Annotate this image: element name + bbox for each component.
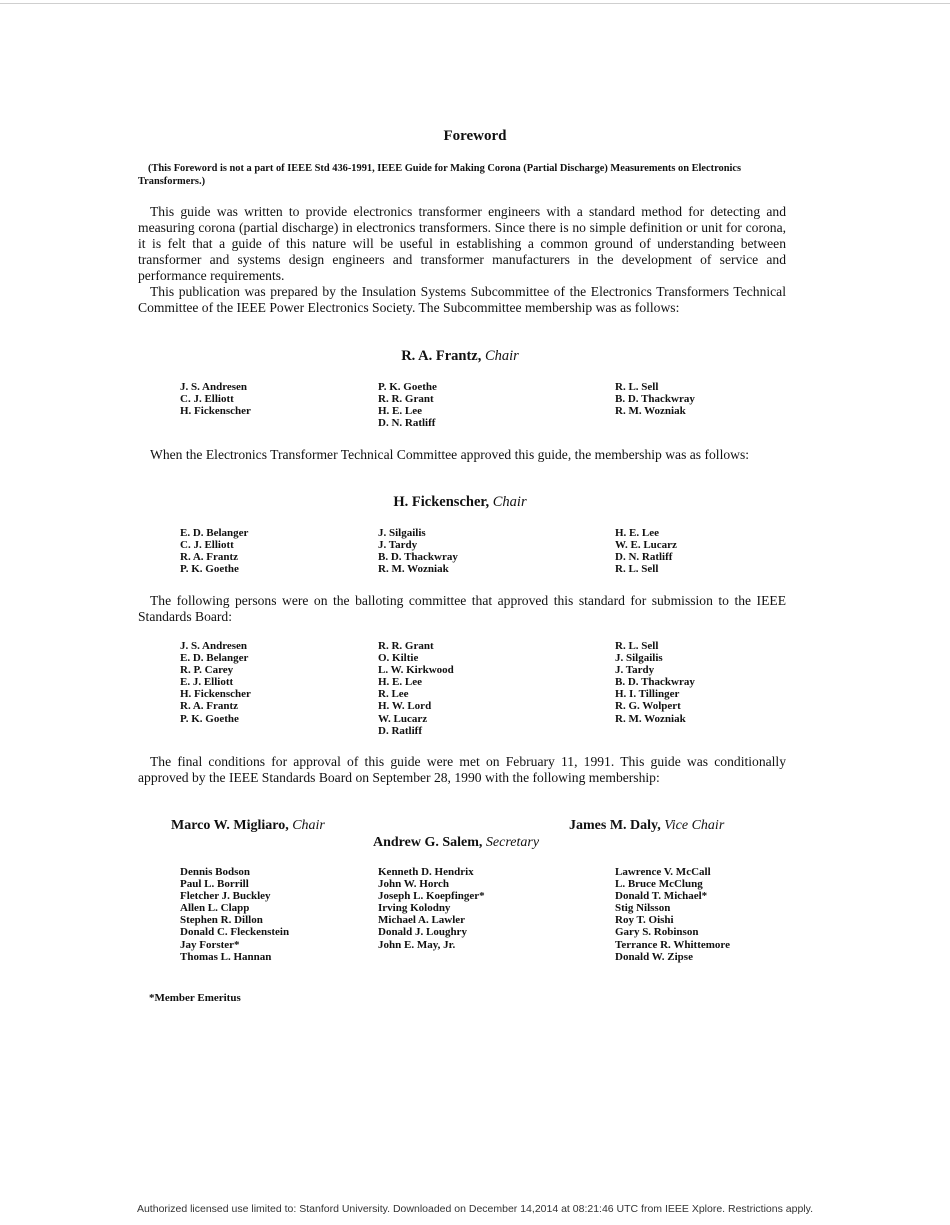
member-name: D. Ratliff bbox=[378, 724, 422, 737]
member-name: R. R. Grant bbox=[378, 393, 434, 406]
subcommittee-chair-role: Chair bbox=[484, 348, 519, 364]
paragraph-standards-board: The final conditions for approval of this guide were met on February 11, 1991. This guide was conditionally approved by the IEEE Standards Board on September 28, 1990 with the following membership: bbox=[138, 754, 786, 785]
board-vice-chair-role: Vice Chair bbox=[664, 818, 725, 833]
balloting-column-3 bbox=[615, 640, 695, 725]
member-name: R. Lee bbox=[378, 688, 409, 701]
board-vice-chair-name: James M. Daly, bbox=[569, 818, 661, 833]
board-chair bbox=[171, 818, 325, 834]
member-name: John W. Horch bbox=[378, 878, 450, 891]
subcommittee-column-3 bbox=[615, 381, 695, 417]
member-name: B. D. Thackwray bbox=[615, 393, 695, 406]
member-name: R. M. Wozniak bbox=[378, 563, 449, 576]
board-secretary-name: Andrew G. Salem, bbox=[373, 835, 483, 850]
member-name: R. L. Sell bbox=[615, 381, 659, 393]
paragraph-subcommittee: This publication was prepared by the Insulation Systems Subcommittee of the Electronics Transformers Technical Committee of the IEEE Power Electronics Society. The Subcommittee membership was as follows: bbox=[138, 284, 786, 315]
member-name: R. R. Grant bbox=[378, 640, 434, 652]
member-name: Dennis Bodson bbox=[180, 866, 251, 878]
member-name: B. D. Thackwray bbox=[615, 676, 695, 689]
balloting-column-2 bbox=[378, 640, 454, 737]
member-name: R. A. Frantz bbox=[180, 700, 239, 713]
member-name: C. J. Elliott bbox=[180, 393, 234, 406]
member-name: R. L. Sell bbox=[615, 640, 659, 652]
member-name: R. L. Sell bbox=[615, 563, 659, 576]
member-name: Terrance R. Whittemore bbox=[615, 938, 730, 951]
board-secretary bbox=[373, 835, 539, 851]
committee-chair bbox=[0, 494, 920, 511]
member-name: Stephen R. Dillon bbox=[180, 914, 263, 927]
member-name: Michael A. Lawler bbox=[378, 914, 466, 927]
member-name: H. E. Lee bbox=[378, 676, 422, 689]
committee-chair-role: Chair bbox=[492, 494, 527, 510]
board-chair-role: Chair bbox=[292, 818, 325, 833]
subcommittee-column-2 bbox=[378, 381, 437, 429]
member-name: H. W. Lord bbox=[378, 700, 432, 713]
member-name: Jay Forster* bbox=[180, 938, 240, 951]
subcommittee-chair bbox=[0, 348, 920, 365]
member-name: Donald T. Michael* bbox=[615, 890, 708, 903]
board-vice-chair bbox=[569, 818, 724, 834]
member-name: H. E. Lee bbox=[615, 527, 659, 539]
member-name: J. S. Andresen bbox=[180, 640, 248, 652]
member-name: B. D. Thackwray bbox=[378, 551, 458, 564]
member-name: Thomas L. Hannan bbox=[180, 950, 272, 963]
member-name: R. G. Wolpert bbox=[615, 700, 681, 713]
member-name: H. Fickenscher bbox=[180, 405, 251, 418]
board-column-1 bbox=[180, 866, 289, 963]
member-name: Fletcher J. Buckley bbox=[180, 890, 271, 903]
member-name: R. M. Wozniak bbox=[615, 712, 686, 725]
member-name: J. Tardy bbox=[378, 539, 418, 552]
paragraph-committee: When the Electronics Transformer Technical Committee approved this guide, the membership was as follows: bbox=[150, 447, 750, 462]
board-secretary-role: Secretary bbox=[485, 835, 540, 850]
member-name: H. I. Tillinger bbox=[615, 688, 680, 701]
member-name: P. K. Goethe bbox=[378, 381, 437, 393]
member-name: W. E. Lucarz bbox=[615, 539, 677, 552]
board-column-2 bbox=[378, 866, 485, 951]
committee-column-3 bbox=[615, 527, 677, 575]
member-name: John E. May, Jr. bbox=[378, 938, 456, 951]
member-name: Stig Nilsson bbox=[615, 902, 671, 915]
member-name: H. Fickenscher bbox=[180, 688, 251, 701]
member-name: P. K. Goethe bbox=[180, 712, 239, 725]
member-name: R. M. Wozniak bbox=[615, 405, 686, 418]
member-name: W. Lucarz bbox=[378, 712, 428, 725]
committee-chair-name: H. Fickenscher, bbox=[393, 494, 490, 510]
member-name: R. P. Carey bbox=[180, 664, 234, 677]
member-name: E. J. Elliott bbox=[180, 676, 234, 689]
member-name: E. D. Belanger bbox=[180, 527, 249, 539]
member-name: J. Silgailis bbox=[378, 527, 426, 539]
page-title: Foreword bbox=[443, 128, 507, 144]
member-name: R. A. Frantz bbox=[180, 551, 239, 564]
member-name: D. N. Ratliff bbox=[378, 417, 436, 430]
member-name: Gary S. Robinson bbox=[615, 926, 699, 939]
committee-column-1 bbox=[180, 527, 248, 575]
member-name: Irving Kolodny bbox=[378, 902, 451, 915]
member-name: Lawrence V. McCall bbox=[615, 866, 711, 878]
member-name: Kenneth D. Hendrix bbox=[378, 866, 474, 878]
member-name: Donald W. Zipse bbox=[615, 950, 693, 963]
paragraph-balloting: The following persons were on the balloting committee that approved this standard for submission to the IEEE Standards Board: bbox=[138, 593, 786, 624]
member-name: Paul L. Borrill bbox=[180, 878, 249, 891]
member-name: J. Tardy bbox=[615, 664, 655, 677]
foreword-note: (This Foreword is not a part of IEEE Std 436-1991, IEEE Guide for Making Corona (Partial Discharge) Measurements on Electronics Transformers.) bbox=[138, 163, 742, 187]
member-name: L. Bruce McClung bbox=[615, 878, 703, 891]
member-name: H. E. Lee bbox=[378, 405, 422, 418]
subcommittee-chair-name: R. A. Frantz, bbox=[401, 348, 482, 364]
member-name: O. Kiltie bbox=[378, 652, 419, 665]
balloting-column-1 bbox=[180, 640, 251, 725]
member-name: P. K. Goethe bbox=[180, 563, 239, 576]
committee-column-2 bbox=[378, 527, 458, 575]
top-rule bbox=[0, 3, 950, 4]
member-name: Roy T. Oishi bbox=[615, 914, 674, 927]
member-name: E. D. Belanger bbox=[180, 652, 249, 665]
paragraph-intro: This guide was written to provide electronics transformer engineers with a standard method for detecting and measuring corona (partial discharge) in electronics transformers. Since there is no simple definition or unit for corona, it is felt that a guide of this nature will be useful in establishing a common ground of understanding between transformer and systems design engineers and transformer manufacturers in the development of service and performance requirements. bbox=[138, 204, 786, 283]
member-name: Donald C. Fleckenstein bbox=[180, 926, 290, 939]
member-emeritus-footnote: *Member Emeritus bbox=[149, 992, 241, 1004]
member-name: Joseph L. Koepfinger* bbox=[378, 890, 485, 903]
member-name: Allen L. Clapp bbox=[180, 902, 250, 915]
license-footer: Authorized licensed use limited to: Stanford University. Downloaded on December 14,2014 at 08:21:46 UTC from IEEE Xplore. Restrictions apply. bbox=[136, 1203, 814, 1215]
subcommittee-column-1 bbox=[180, 381, 251, 417]
member-name: J. Silgailis bbox=[615, 652, 663, 665]
member-name: D. N. Ratliff bbox=[615, 551, 673, 564]
board-column-3 bbox=[615, 866, 730, 963]
member-name: C. J. Elliott bbox=[180, 539, 234, 552]
member-name: J. S. Andresen bbox=[180, 381, 248, 393]
member-name: Donald J. Loughry bbox=[378, 926, 467, 939]
member-name: L. W. Kirkwood bbox=[378, 664, 454, 677]
board-chair-name: Marco W. Migliaro, bbox=[171, 818, 289, 833]
